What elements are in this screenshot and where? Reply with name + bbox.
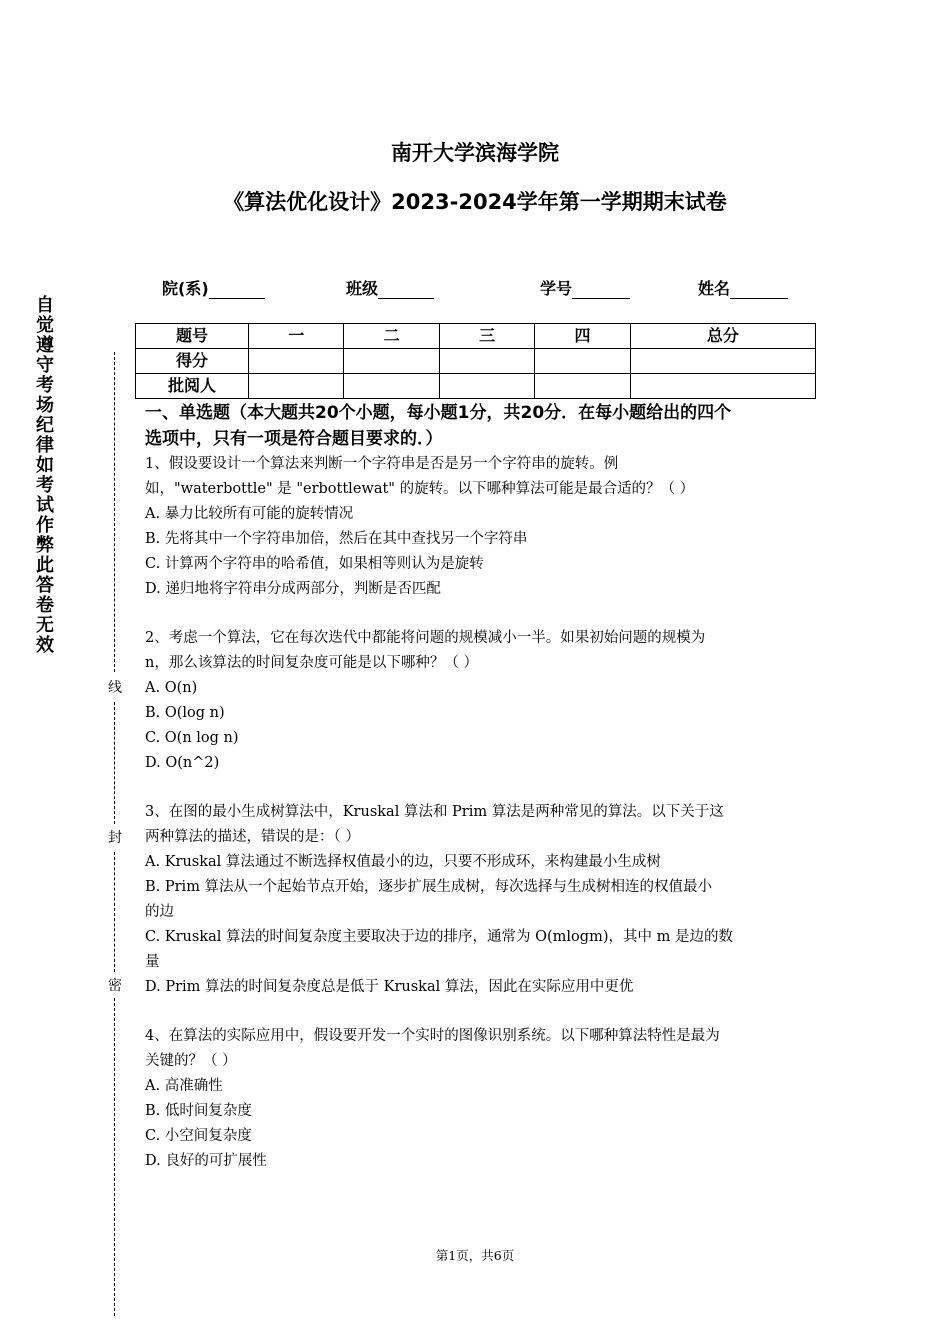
student-id-blank xyxy=(572,282,630,299)
question-stem: n，那么该算法的时间复杂度可能是以下哪种？（ ） xyxy=(145,655,478,671)
question-stem: 两种算法的描述，错误的是：（ ） xyxy=(145,829,360,845)
question-stem: 3、在图的最小生成树算法中，Kruskal 算法和 Prim 算法是两种常见的算法。以下关于这 xyxy=(145,804,724,820)
section-heading-line: 一、单选题（本大题共20个小题，每小题1分，共20分．在每小题给出的四个 xyxy=(145,403,732,423)
header-cell: 三 xyxy=(439,324,534,349)
class-label: 班级 xyxy=(346,279,379,298)
department-label: 院(系) xyxy=(162,279,209,298)
grader-cell xyxy=(344,374,439,399)
line-char: 线 xyxy=(108,680,122,696)
binding-line xyxy=(114,702,115,824)
binding-line xyxy=(114,352,115,672)
option-a: A. 暴力比较所有可能的旋转情况 xyxy=(145,506,354,522)
student-id-field xyxy=(540,276,630,299)
question-stem: 关键的？（ ） xyxy=(145,1053,237,1069)
question-stem: 1、假设要设计一个算法来判断一个字符串是否是另一个字符串的旋转。例 xyxy=(145,456,619,472)
header-cell: 四 xyxy=(535,324,630,349)
question-stem: 4、在算法的实际应用中，假设要开发一个实时的图像识别系统。以下哪种算法特性是最为 xyxy=(145,1028,720,1044)
option-c: C. Kruskal 算法的时间复杂度主要取决于边的排序，通常为 O(mlogm)，其中 m 是边的数 xyxy=(145,929,733,945)
option-c: C. 小空间复杂度 xyxy=(145,1128,252,1144)
department-blank xyxy=(209,282,265,299)
option-a: A. Kruskal 算法通过不断选择权值最小的边，只要不形成环，来构建最小生成树 xyxy=(145,854,661,870)
school-title: 南开大学滨海学院 xyxy=(391,141,559,165)
question-1 xyxy=(145,452,813,602)
exam-discipline-notice: 自觉遵守考场纪律如考试作弊此答卷无效 xyxy=(36,295,54,656)
name-field xyxy=(698,276,788,299)
option-d: D. Prim 算法的时间复杂度总是低于 Kruskal 算法，因此在实际应用中更优 xyxy=(145,979,634,995)
option-d: D. 递归地将字符串分成两部分，判断是否匹配 xyxy=(145,581,441,597)
header-cell: 题号 xyxy=(136,324,249,349)
question-stem: 如，"waterbottle" 是 "erbottlewat" 的旋转。以下哪种算法可能是最合适的？（ ） xyxy=(145,481,695,497)
class-blank xyxy=(378,282,434,299)
header-cell: 总分 xyxy=(630,324,815,349)
score-table xyxy=(135,323,816,399)
row-label: 得分 xyxy=(136,349,249,374)
option-b: B. Prim 算法从一个起始节点开始，逐步扩展生成树，每次选择与生成树相连的权值最小 xyxy=(145,879,713,895)
option-b: B. O(log n) xyxy=(145,705,225,721)
question-stem: 2、考虑一个算法，它在每次迭代中都能将问题的规模减小一半。如果初始问题的规模为 xyxy=(145,630,706,646)
score-cell xyxy=(535,349,630,374)
question-list xyxy=(145,452,813,1174)
header-cell: 一 xyxy=(249,324,344,349)
student-id-label: 学号 xyxy=(540,279,573,298)
class-field xyxy=(346,276,434,299)
binding-line xyxy=(114,852,115,972)
option-b-continued: 的边 xyxy=(145,904,174,920)
score-cell xyxy=(630,349,815,374)
grader-row xyxy=(136,374,816,399)
name-blank xyxy=(730,282,788,299)
section-heading-line: 选项中，只有一项是符合题目要求的．） xyxy=(145,429,443,449)
option-d: D. 良好的可扩展性 xyxy=(145,1153,267,1169)
score-cell xyxy=(439,349,534,374)
option-b: B. 低时间复杂度 xyxy=(145,1103,252,1119)
row-label: 批阅人 xyxy=(136,374,249,399)
binding-line xyxy=(114,998,115,1316)
option-c: C. 计算两个字符串的哈希值，如果相等则认为是旋转 xyxy=(145,556,484,572)
score-cell xyxy=(249,349,344,374)
grader-cell xyxy=(249,374,344,399)
grader-cell xyxy=(439,374,534,399)
seal-char: 封 xyxy=(108,830,122,846)
question-4 xyxy=(145,1024,813,1174)
option-c-continued: 量 xyxy=(145,954,160,970)
score-table-header-row xyxy=(136,324,816,349)
option-a: A. O(n) xyxy=(145,680,198,696)
name-label: 姓名 xyxy=(698,279,731,298)
grader-cell xyxy=(535,374,630,399)
close-char: 密 xyxy=(108,978,122,994)
exam-title: 《算法优化设计》2023-2024学年第一学期期末试卷 xyxy=(223,190,727,214)
score-cell xyxy=(344,349,439,374)
option-c: C. O(n log n) xyxy=(145,730,239,746)
question-3 xyxy=(145,800,813,1000)
option-d: D. O(n^2) xyxy=(145,755,220,771)
section-heading xyxy=(145,400,815,452)
page-number: 第1页，共6页 xyxy=(435,1248,515,1263)
header-cell: 二 xyxy=(344,324,439,349)
question-2 xyxy=(145,626,813,776)
option-a: A. 高准确性 xyxy=(145,1078,223,1094)
department-field xyxy=(162,276,265,299)
grader-cell xyxy=(630,374,815,399)
option-b: B. 先将其中一个字符串加倍，然后在其中查找另一个字符串 xyxy=(145,531,528,547)
score-row xyxy=(136,349,816,374)
